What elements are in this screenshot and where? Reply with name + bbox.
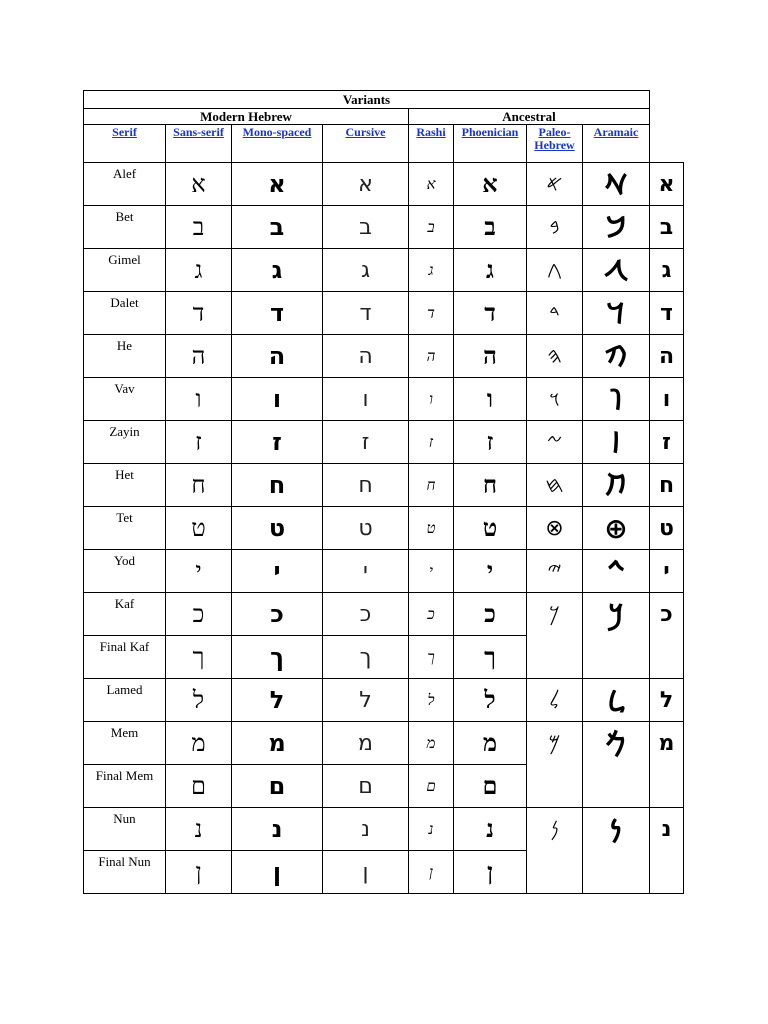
glyph-cursive: ל	[323, 679, 409, 722]
glyph-phoenician: ו	[454, 378, 527, 421]
glyph-paleo-hebrew: 𐤆	[527, 421, 583, 464]
glyph-paleo-hebrew: 𐤂	[527, 249, 583, 292]
group-modern-hebrew: Modern Hebrew	[84, 109, 409, 125]
glyph-phoenician: י	[454, 550, 527, 593]
table-row	[84, 851, 684, 894]
glyph-serif: מ	[166, 722, 232, 765]
glyph-paleo-hebrew: 𐤄	[527, 335, 583, 378]
table-row	[84, 335, 684, 378]
glyph-cursive: א	[323, 163, 409, 206]
table-row	[84, 550, 684, 593]
letter-name: Vav	[84, 378, 166, 421]
glyph-sans-serif: ט	[232, 507, 323, 550]
glyph-aramaic: ⊕	[583, 507, 650, 550]
glyph-extra-column: ה	[650, 335, 684, 378]
letter-name: He	[84, 335, 166, 378]
table-row	[84, 249, 684, 292]
glyph-phoenician: ט	[454, 507, 527, 550]
table-row	[84, 722, 684, 765]
letter-name: Kaf	[84, 593, 166, 636]
glyph-aramaic: 𐡉	[583, 550, 650, 593]
glyph-aramaic	[583, 636, 650, 679]
glyph-cursive: ז	[323, 421, 409, 464]
letter-name: Final Mem	[84, 765, 166, 808]
col-mono-spaced[interactable]: Mono-spaced	[232, 125, 323, 163]
glyph-serif: ך	[166, 636, 232, 679]
glyph-phoenician: ב	[454, 206, 527, 249]
glyph-paleo-hebrew: 𐤅	[527, 378, 583, 421]
glyph-sans-serif: ג	[232, 249, 323, 292]
glyph-sans-serif: ח	[232, 464, 323, 507]
glyph-serif: ב	[166, 206, 232, 249]
glyph-sans-serif: ך	[232, 636, 323, 679]
glyph-phoenician: א	[454, 163, 527, 206]
col-aramaic[interactable]: Aramaic	[583, 125, 650, 163]
glyph-aramaic: 𐡊	[583, 593, 650, 636]
glyph-aramaic: 𐡍	[583, 808, 650, 851]
glyph-phoenician: ל	[454, 679, 527, 722]
glyph-sans-serif: מ	[232, 722, 323, 765]
table-row	[84, 679, 684, 722]
glyph-sans-serif: ז	[232, 421, 323, 464]
glyph-paleo-hebrew: 𐤁	[527, 206, 583, 249]
glyph-serif: א	[166, 163, 232, 206]
glyph-aramaic: 𐡀	[583, 163, 650, 206]
letter-name: Final Kaf	[84, 636, 166, 679]
col-cursive[interactable]: Cursive	[323, 125, 409, 163]
table-row	[84, 206, 684, 249]
glyph-paleo-hebrew: 𐤋	[527, 679, 583, 722]
glyph-serif: ם	[166, 765, 232, 808]
glyph-serif: ל	[166, 679, 232, 722]
glyph-serif: ן	[166, 851, 232, 894]
glyph-rashi: א	[409, 163, 454, 206]
table-row	[84, 464, 684, 507]
glyph-rashi: ב	[409, 206, 454, 249]
col-sans-serif[interactable]: Sans-serif	[166, 125, 232, 163]
glyph-serif: ד	[166, 292, 232, 335]
glyph-serif: י	[166, 550, 232, 593]
letter-name: Dalet	[84, 292, 166, 335]
glyph-serif: ג	[166, 249, 232, 292]
letter-name: Gimel	[84, 249, 166, 292]
glyph-phoenician: ג	[454, 249, 527, 292]
glyph-paleo-hebrew: 𐤃	[527, 292, 583, 335]
glyph-cursive: נ	[323, 808, 409, 851]
glyph-sans-serif: א	[232, 163, 323, 206]
glyph-rashi: ן	[409, 851, 454, 894]
glyph-serif: ה	[166, 335, 232, 378]
letter-name: Zayin	[84, 421, 166, 464]
glyph-rashi: ג	[409, 249, 454, 292]
glyph-phoenician: ן	[454, 851, 527, 894]
glyph-extra-column: ג	[650, 249, 684, 292]
glyph-extra-column: ט	[650, 507, 684, 550]
glyph-aramaic: 𐡋	[583, 679, 650, 722]
glyph-rashi: ד	[409, 292, 454, 335]
table-row	[84, 163, 684, 206]
glyph-rashi: ה	[409, 335, 454, 378]
col-serif[interactable]: Serif	[84, 125, 166, 163]
table-row	[84, 378, 684, 421]
glyph-cursive: ב	[323, 206, 409, 249]
letter-name: Alef	[84, 163, 166, 206]
group-ancestral: Ancestral	[409, 109, 650, 125]
glyph-cursive: ו	[323, 378, 409, 421]
glyph-phoenician: ה	[454, 335, 527, 378]
glyph-sans-serif: ד	[232, 292, 323, 335]
glyph-sans-serif: ל	[232, 679, 323, 722]
glyph-rashi: נ	[409, 808, 454, 851]
glyph-serif: ח	[166, 464, 232, 507]
glyph-aramaic: 𐡌	[583, 722, 650, 765]
letter-name: Lamed	[84, 679, 166, 722]
glyph-extra-column: י	[650, 550, 684, 593]
glyph-sans-serif: נ	[232, 808, 323, 851]
glyph-phoenician: נ	[454, 808, 527, 851]
letter-name: Yod	[84, 550, 166, 593]
glyph-phoenician: ח	[454, 464, 527, 507]
glyph-aramaic	[583, 765, 650, 808]
glyph-extra-column: א	[650, 163, 684, 206]
glyph-extra-column	[650, 636, 684, 679]
glyph-sans-serif: ן	[232, 851, 323, 894]
glyph-cursive: ח	[323, 464, 409, 507]
glyph-extra-column: ל	[650, 679, 684, 722]
col-phoenician[interactable]: Phoenician	[454, 125, 527, 163]
glyph-paleo-hebrew: 𐤌	[527, 722, 583, 765]
glyph-extra-column: ד	[650, 292, 684, 335]
glyph-paleo-hebrew: 𐤀	[527, 163, 583, 206]
table-row	[84, 292, 684, 335]
table-row	[84, 421, 684, 464]
glyph-aramaic: 𐡅	[583, 378, 650, 421]
letter-name: Het	[84, 464, 166, 507]
glyph-aramaic: 𐡂	[583, 249, 650, 292]
glyph-cursive: ד	[323, 292, 409, 335]
glyph-cursive: ן	[323, 851, 409, 894]
table-row	[84, 636, 684, 679]
glyph-cursive: כ	[323, 593, 409, 636]
glyph-sans-serif: ם	[232, 765, 323, 808]
glyph-rashi: ך	[409, 636, 454, 679]
glyph-rashi: ו	[409, 378, 454, 421]
glyph-cursive: מ	[323, 722, 409, 765]
table-row	[84, 765, 684, 808]
glyph-sans-serif: ה	[232, 335, 323, 378]
glyph-rashi: ם	[409, 765, 454, 808]
glyph-cursive: ך	[323, 636, 409, 679]
glyph-paleo-hebrew: 𐤊	[527, 593, 583, 636]
glyph-extra-column	[650, 765, 684, 808]
glyph-extra-column: ב	[650, 206, 684, 249]
letter-name: Final Nun	[84, 851, 166, 894]
glyph-paleo-hebrew	[527, 765, 583, 808]
glyph-extra-column: ו	[650, 378, 684, 421]
table-row	[84, 808, 684, 851]
glyph-phoenician: ז	[454, 421, 527, 464]
glyph-sans-serif: ב	[232, 206, 323, 249]
table-title: Variants	[84, 91, 650, 109]
glyph-phoenician: מ	[454, 722, 527, 765]
glyph-phoenician: ד	[454, 292, 527, 335]
glyph-phoenician: ך	[454, 636, 527, 679]
glyph-serif: ו	[166, 378, 232, 421]
glyph-rashi: מ	[409, 722, 454, 765]
glyph-cursive: י	[323, 550, 409, 593]
col-rashi[interactable]: Rashi	[409, 125, 454, 163]
glyph-sans-serif: כ	[232, 593, 323, 636]
glyph-phoenician: ם	[454, 765, 527, 808]
table-row	[84, 593, 684, 636]
glyph-rashi: ט	[409, 507, 454, 550]
glyph-extra-column	[650, 851, 684, 894]
glyph-extra-column: ח	[650, 464, 684, 507]
glyph-aramaic: 𐡇	[583, 464, 650, 507]
glyph-paleo-hebrew: 𐤉	[527, 550, 583, 593]
letter-name: Mem	[84, 722, 166, 765]
glyph-extra-column: נ	[650, 808, 684, 851]
glyph-rashi: ז	[409, 421, 454, 464]
glyph-rashi: י	[409, 550, 454, 593]
glyph-aramaic: 𐡆	[583, 421, 650, 464]
glyph-serif: נ	[166, 808, 232, 851]
glyph-aramaic	[583, 851, 650, 894]
glyph-paleo-hebrew	[527, 636, 583, 679]
glyph-serif: ז	[166, 421, 232, 464]
letter-name: Nun	[84, 808, 166, 851]
letter-name: Tet	[84, 507, 166, 550]
glyph-extra-column: מ	[650, 722, 684, 765]
glyph-sans-serif: ו	[232, 378, 323, 421]
glyph-extra-column: כ	[650, 593, 684, 636]
glyph-rashi: ח	[409, 464, 454, 507]
glyph-rashi: ל	[409, 679, 454, 722]
glyph-serif: כ	[166, 593, 232, 636]
glyph-aramaic: 𐡄	[583, 335, 650, 378]
variants-table	[83, 90, 684, 894]
glyph-cursive: ה	[323, 335, 409, 378]
glyph-aramaic: 𐡁	[583, 206, 650, 249]
glyph-serif: ט	[166, 507, 232, 550]
glyph-cursive: ט	[323, 507, 409, 550]
glyph-paleo-hebrew: ⊗	[527, 507, 583, 550]
glyph-paleo-hebrew: 𐤍	[527, 808, 583, 851]
glyph-cursive: ם	[323, 765, 409, 808]
glyph-aramaic: 𐡃	[583, 292, 650, 335]
col-paleo-hebrew[interactable]: Paleo-Hebrew	[527, 125, 583, 163]
glyph-extra-column: ז	[650, 421, 684, 464]
hebrew-variants-sheet	[83, 90, 684, 894]
glyph-cursive: ג	[323, 249, 409, 292]
glyph-rashi: כ	[409, 593, 454, 636]
glyph-paleo-hebrew: 𐤇	[527, 464, 583, 507]
glyph-sans-serif: י	[232, 550, 323, 593]
glyph-paleo-hebrew	[527, 851, 583, 894]
letter-name: Bet	[84, 206, 166, 249]
table-row	[84, 507, 684, 550]
glyph-phoenician: כ	[454, 593, 527, 636]
